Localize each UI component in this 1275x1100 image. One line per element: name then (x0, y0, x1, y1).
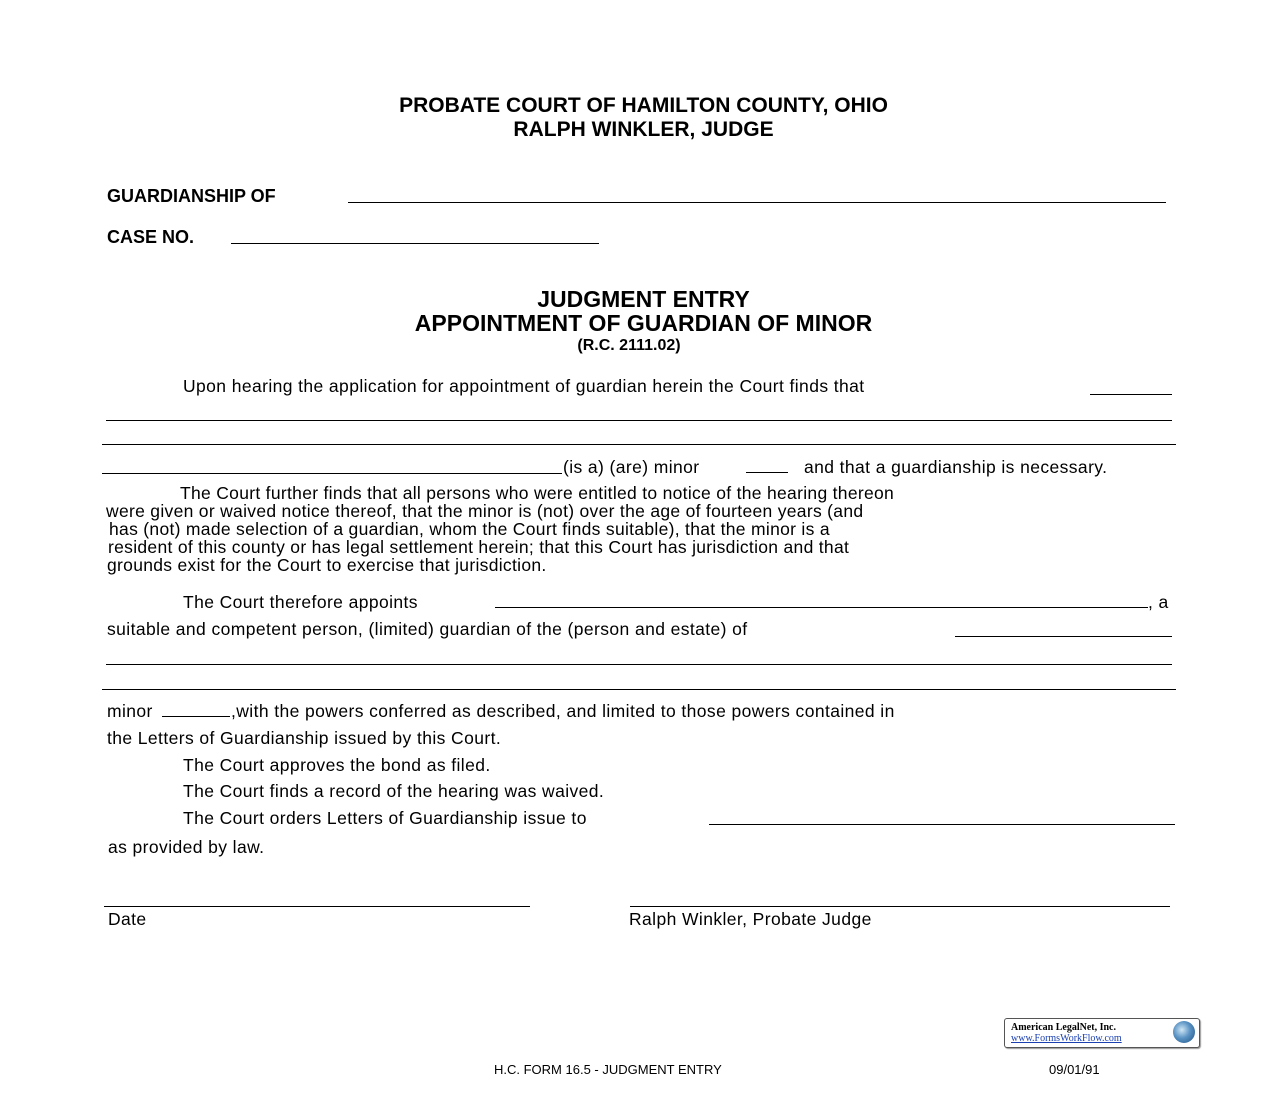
findings-line-3[interactable] (102, 444, 1176, 445)
appoints-end-text: , a (1148, 592, 1169, 612)
form-date: 09/01/91 (1049, 1062, 1100, 1077)
suitable-person-text: suitable and competent person, (limited) guardian of the (person and estate) of (107, 619, 748, 639)
judge-name-header: RALPH WINKLER, JUDGE (513, 118, 774, 141)
minor-name-line[interactable] (102, 473, 562, 474)
date-signature-line[interactable] (104, 906, 530, 907)
american-legalnet-logo[interactable] (1004, 1018, 1200, 1048)
further-findings-paragraph (106, 484, 894, 574)
further-findings-line: The Court further finds that all persons who were entitled to notice of the hearing thereon (180, 483, 895, 503)
form-number: H.C. FORM 16.5 - JUDGMENT ENTRY (494, 1062, 722, 1077)
judge-signature-line[interactable] (630, 906, 1170, 907)
ward-name-line-2[interactable] (106, 664, 1172, 665)
further-findings-line: has (not) made selection of a guardian, whom the Court finds suitable), that the minor is a (109, 519, 830, 539)
further-findings-line: resident of this county or has legal settlement herein; that this Court has jurisdiction and that (108, 537, 850, 557)
logo-company-name: American LegalNet, Inc. (1011, 1022, 1116, 1033)
minor-count-blank[interactable] (746, 472, 788, 473)
case-no-line[interactable] (231, 243, 599, 244)
document-title: JUDGMENT ENTRY (537, 286, 750, 312)
as-provided-text: as provided by law. (108, 837, 265, 857)
bond-text: The Court approves the bond as filed. (183, 755, 491, 775)
powers-text: ,with the powers conferred as described, and limited to those powers contained in (231, 701, 895, 721)
further-findings-line: were given or waived notice thereof, that the minor is (not) over the age of fourteen years (and (106, 501, 864, 521)
minor-phrase: (is a) (are) minor (563, 457, 700, 477)
appointee-name-line[interactable] (495, 607, 1148, 608)
appoints-text: The Court therefore appoints (183, 592, 418, 612)
guardianship-of-line[interactable] (348, 202, 1166, 203)
statute-reference: (R.C. 2111.02) (577, 337, 681, 354)
further-findings-line: grounds exist for the Court to exercise that jurisdiction. (107, 555, 547, 575)
document-subtitle: APPOINTMENT OF GUARDIAN OF MINOR (414, 310, 873, 336)
ward-name-line-3[interactable] (102, 689, 1176, 690)
guardianship-necessary-text: and that a guardianship is necessary. (804, 457, 1108, 477)
court-name: PROBATE COURT OF HAMILTON COUNTY, OHIO (399, 94, 888, 117)
orders-letters-text: The Court orders Letters of Guardianship issue to (183, 808, 587, 828)
findings-blank-1[interactable] (1090, 394, 1172, 395)
findings-line-2[interactable] (106, 420, 1172, 421)
minor-blank[interactable] (162, 716, 230, 717)
intro-text: Upon hearing the application for appointment of guardian herein the Court finds that (183, 376, 865, 396)
date-label: Date (108, 909, 147, 929)
globe-icon (1173, 1021, 1195, 1043)
record-waived-text: The Court finds a record of the hearing was waived. (183, 781, 605, 801)
case-no-label: CASE NO. (107, 227, 195, 247)
guardianship-of-label: GUARDIANSHIP OF (107, 186, 276, 206)
letters-issue-to-line[interactable] (709, 824, 1175, 825)
judge-signature-label: Ralph Winkler, Probate Judge (629, 909, 872, 929)
logo-url-link[interactable]: www.FormsWorkFlow.com (1011, 1033, 1122, 1044)
ward-name-line-1[interactable] (955, 636, 1172, 637)
minor-word: minor (107, 701, 153, 721)
letters-issued-text: the Letters of Guardianship issued by this Court. (107, 728, 502, 748)
